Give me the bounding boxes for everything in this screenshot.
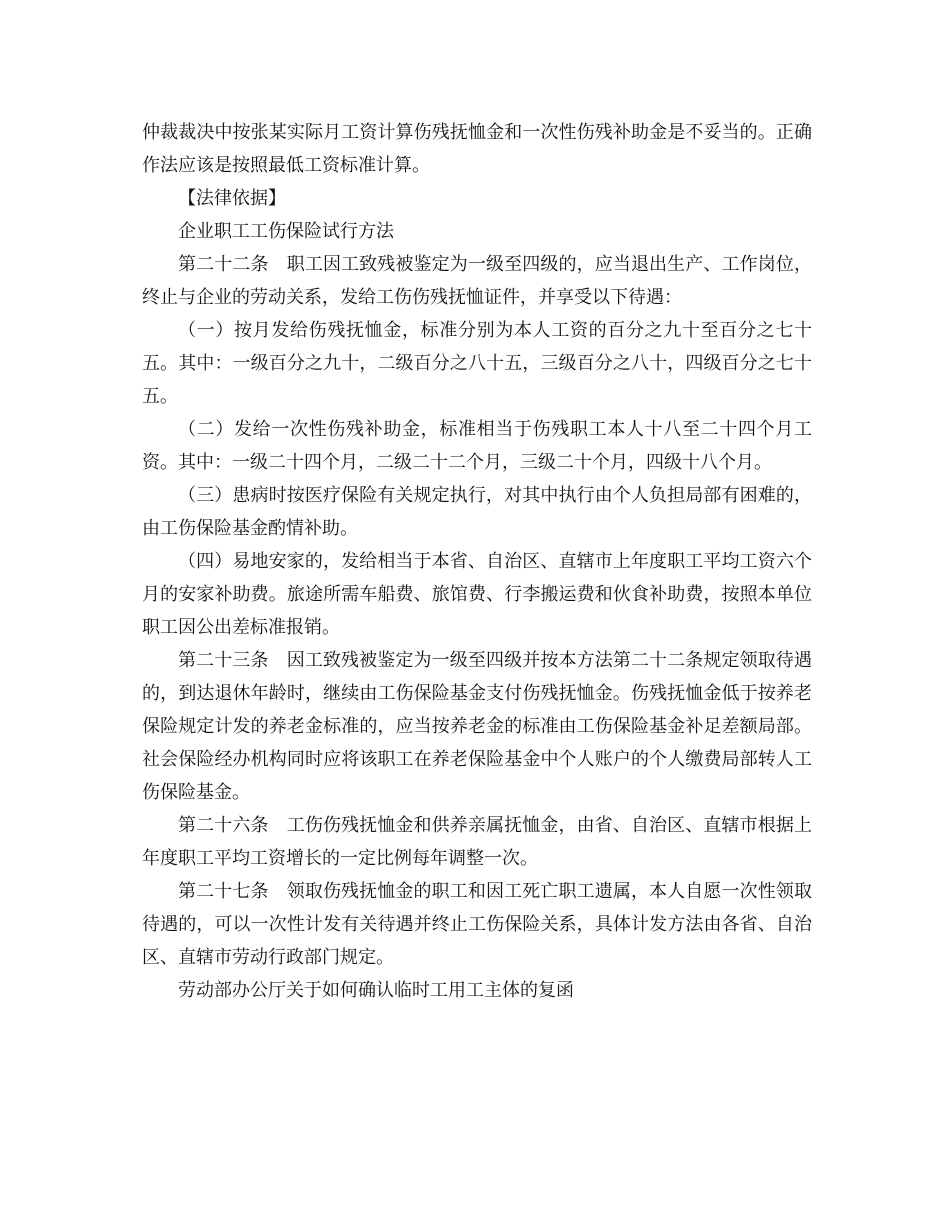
article-27: 第二十七条 领取伤残抚恤金的职工和因工死亡职工遗属，本人自愿一次性领取待遇的，可以一次性计发有关待遇并终止工伤保险关系，具体计发方法由各省、自治区、直辖市劳动行政部门规定。 — [142, 881, 812, 968]
reply-letter-title: 劳动部办公厅关于如何确认临时工用工主体的复函 — [178, 980, 574, 1001]
article-22-item-3: （三）患病时按医疗保险有关规定执行，对其中执行由个人负担局部有困难的，由工伤保险基金酌情补助。 — [142, 485, 812, 539]
article-22-item-4: （四）易地安家的，发给相当于本省、自治区、直辖市上年度职工平均工资六个月的安家补助费。旅途所需车船费、旅馆费、行李搬运费和伙食补助费，按照本单位职工因公出差标准报销。 — [142, 551, 812, 638]
document-page — [142, 116, 812, 1007]
paragraph-continuation: 仲裁裁决中按张某实际月工资计算伤残抚恤金和一次性伤残补助金是不妥当的。正确作法应该是按照最低工资标准计算。 — [142, 122, 812, 176]
article-22: 第二十二条 职工因工致残被鉴定为一级至四级的，应当退出生产、工作岗位，终止与企业的劳动关系，发给工伤伤残抚恤证件，并享受以下待遇： — [142, 254, 812, 308]
article-26: 第二十六条 工伤伤残抚恤金和供养亲属抚恤金，由省、自治区、直辖市根据上年度职工平均工资增长的一定比例每年调整一次。 — [142, 815, 812, 869]
article-22-item-2: （二）发给一次性伤残补助金，标准相当于伤残职工本人十八至二十四个月工资。其中：一级二十四个月，二级二十二个月，三级二十个月，四级十八个月。 — [142, 419, 812, 473]
section-heading-legal-basis: 【法律依据】 — [178, 188, 286, 209]
regulation-title: 企业职工工伤保险试行方法 — [178, 221, 394, 242]
article-22-item-1: （一）按月发给伤残抚恤金，标准分别为本人工资的百分之九十至百分之七十五。其中：一级百分之九十，二级百分之八十五，三级百分之八十，四级百分之七十五。 — [142, 320, 812, 407]
article-23: 第二十三条 因工致残被鉴定为一级至四级并按本方法第二十二条规定领取待遇的，到达退休年龄时，继续由工伤保险基金支付伤残抚恤金。伤残抚恤金低于按养老保险规定计发的养老金标准的，应当按养老金的标准由工伤保险基金补足差额局部。社会保险经办机构同时应将该职工在养老保险基金中个人账户的个人缴费局部转人工伤保险基金。 — [142, 650, 812, 803]
